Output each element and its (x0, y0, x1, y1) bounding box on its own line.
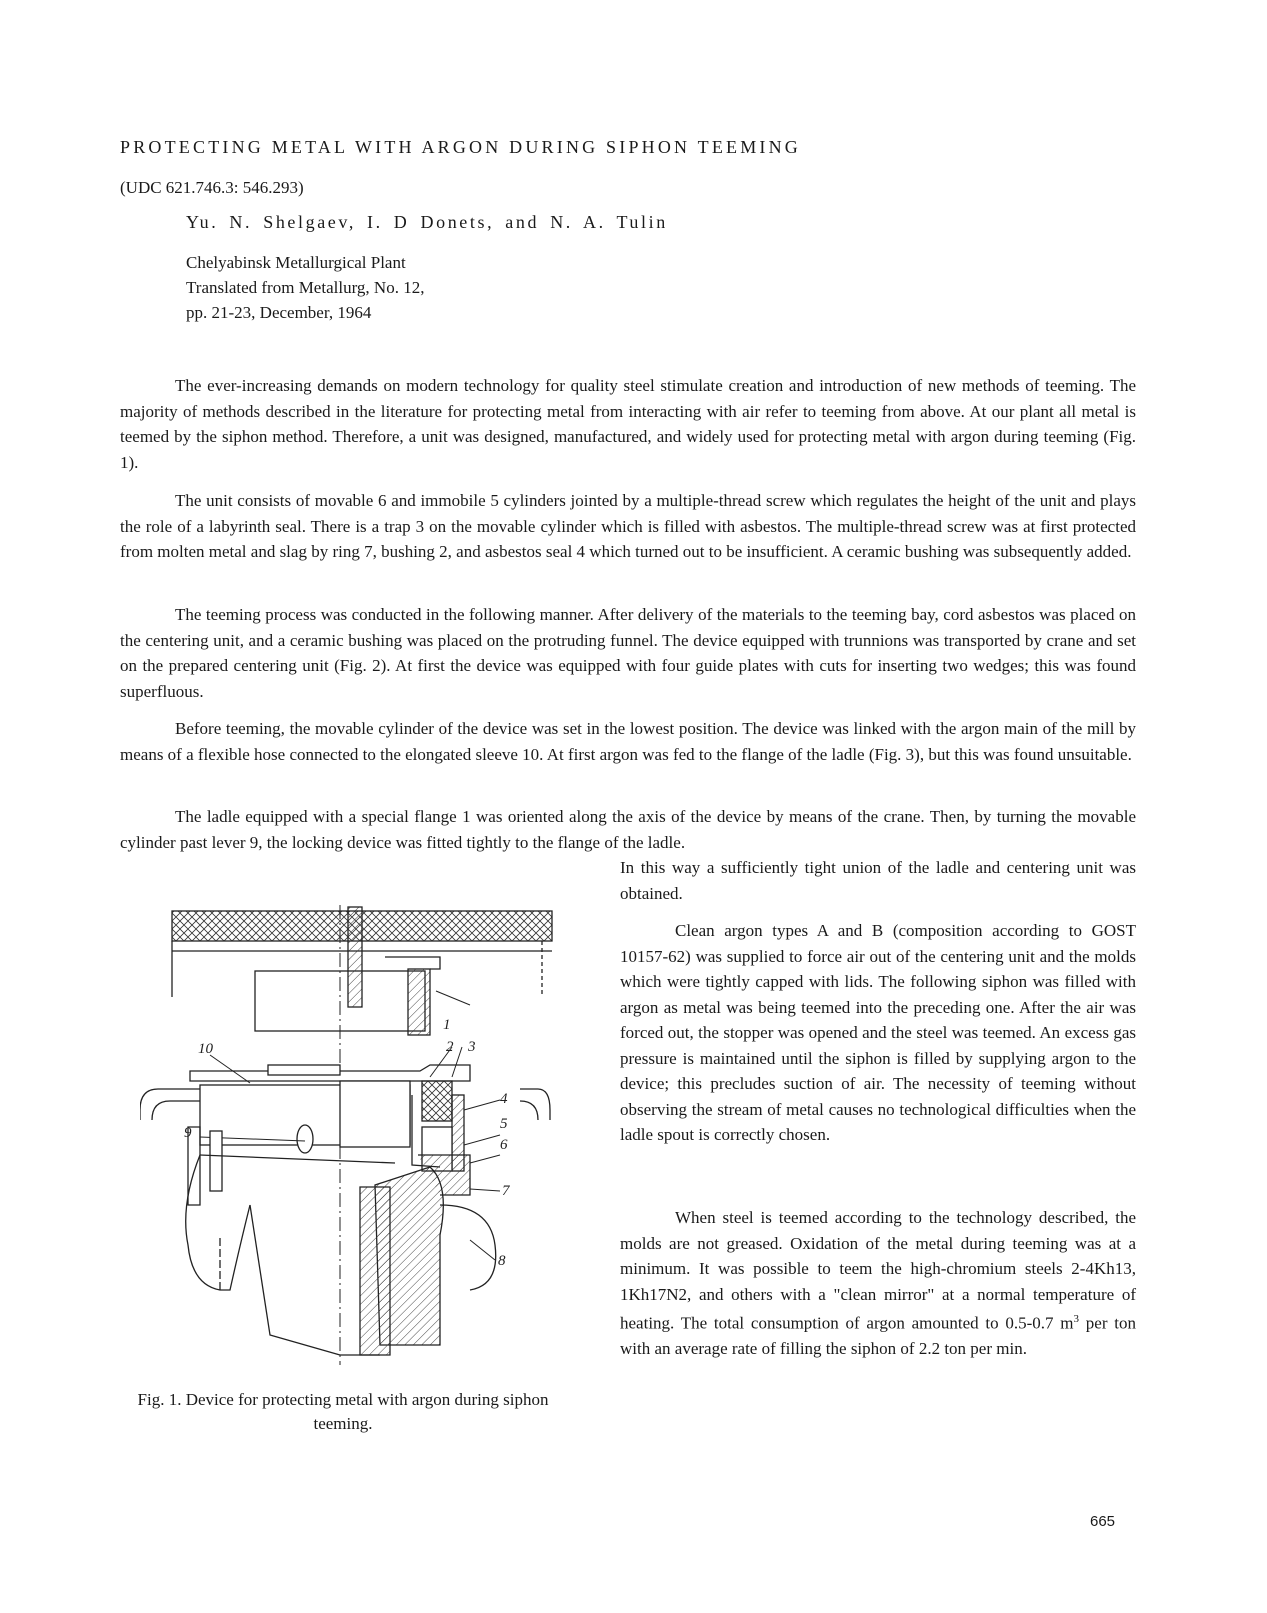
article-title: PROTECTING METAL WITH ARGON DURING SIPHON TEEMING (120, 137, 802, 157)
paragraph-4: Before teeming, the movable cylinder of the device was set in the lowest position. The device was linked with the argon main of the mill by means of a flexible hose connected to the elongated sleeve 10. At first argon was fed to the flange of the ladle (Fig. 3), but this was found unsuitable. (120, 719, 1136, 764)
paragraph-6: Clean argon types A and B (composition according to GOST 10157-62) was supplied to force air out of the centering unit and the molds which were tightly capped with lids. The following siphon was filled with argon as metal was being teemed into the preceding one. After the air was forced out, the stopper was opened and the steel was teemed. An excess gas pressure is maintained until the siphon is filled by supplying argon to the device; this precludes suction of air. The necessity of teeming without observing the stream of metal causes no technological difficulties when the ladle spout is correctly chosen. (620, 921, 1136, 1144)
label-8: 8 (498, 1253, 506, 1269)
authors: Yu. N. Shelgaev, I. D Donets, and N. A. Tulin (186, 212, 668, 232)
label-10: 10 (198, 1041, 213, 1057)
label-1: 1 (443, 1017, 451, 1033)
paragraph-7-tail: per ton with an average rate of filling the siphon of 2.2 ton per min. (620, 1313, 1136, 1359)
paragraph-7 (620, 1205, 1136, 1362)
pages-date: pp. 21-23, December, 1964 (186, 303, 372, 322)
label-2: 2 (446, 1039, 454, 1055)
label-5: 5 (500, 1116, 508, 1132)
label-3: 3 (468, 1039, 476, 1055)
asbestos-trap (422, 1081, 452, 1121)
paragraph-2: The unit consists of movable 6 and immobile 5 cylinders jointed by a multiple-thread screw which regulates the height of the unit and plays the role of a labyrinth seal. There is a trap 3 on the movable cylinder which is filled with asbestos. The multiple-thread screw was at first protected from molten metal and slag by ring 7, bushing 2, and asbestos seal 4 which turned out to be insufficient. A ceramic bushing was subsequently added. (120, 491, 1136, 561)
udc-code: (UDC 621.746.3: 546.293) (120, 178, 304, 197)
paragraph-7-text: When steel is teemed according to the technology described, the molds are not greased. Oxidation of the metal during teeming was at a minimum. It was possible to teem the high-chromium steels 2-4Kh13, 1Kh17N2, and others with a "clean mirror" at a normal temperature of heating. The total consumption of argon amounted to 0.5-0.7 m (620, 1208, 1136, 1333)
paragraph-5: The ladle equipped with a special flange 1 was oriented along the axis of the device by means of the crane. Then, by turning the movable cylinder past lever 9, the locking device was fitted tightly to the flange of the ladle. (120, 807, 1136, 852)
figure-caption: Fig. 1. Device for protecting metal with argon during siphon teeming. (137, 1390, 549, 1433)
paragraph-1: The ever-increasing demands on modern technology for quality steel stimulate creation and introduction of new methods of teeming. The majority of methods described in the literature for protecting metal from interacting with air refer to teeming from above. At our plant all metal is teemed by the siphon method. Therefore, a unit was designed, manufactured, and widely used for protecting metal with argon during teeming (Fig. 1). (120, 376, 1136, 472)
page-number: 665 (1090, 1513, 1116, 1530)
label-7: 7 (502, 1183, 510, 1199)
label-9: 9 (184, 1125, 192, 1141)
device-drawing (140, 905, 560, 1370)
superscript-3: 3 (1073, 1313, 1080, 1325)
affiliation: Chelyabinsk Metallurgical Plant (186, 253, 406, 272)
affiliation-block (186, 250, 424, 325)
translated-from: Translated from Metallurg, No. 12, (186, 278, 425, 297)
paragraph-5-continued: In this way a sufficiently tight union of the ladle and centering unit was obtained. (620, 858, 1136, 903)
paragraph-3: The teeming process was conducted in the following manner. After delivery of the materials to the teeming bay, cord asbestos was placed on the centering unit, and a ceramic bushing was placed on the protruding funnel. The device equipped with trunnions was transported by crane and set on the prepared centering unit (Fig. 2). At first the device was equipped with four guide plates with cuts for inserting two wedges; this was found superfluous. (120, 605, 1136, 701)
label-6: 6 (500, 1137, 508, 1153)
label-4: 4 (500, 1091, 508, 1107)
